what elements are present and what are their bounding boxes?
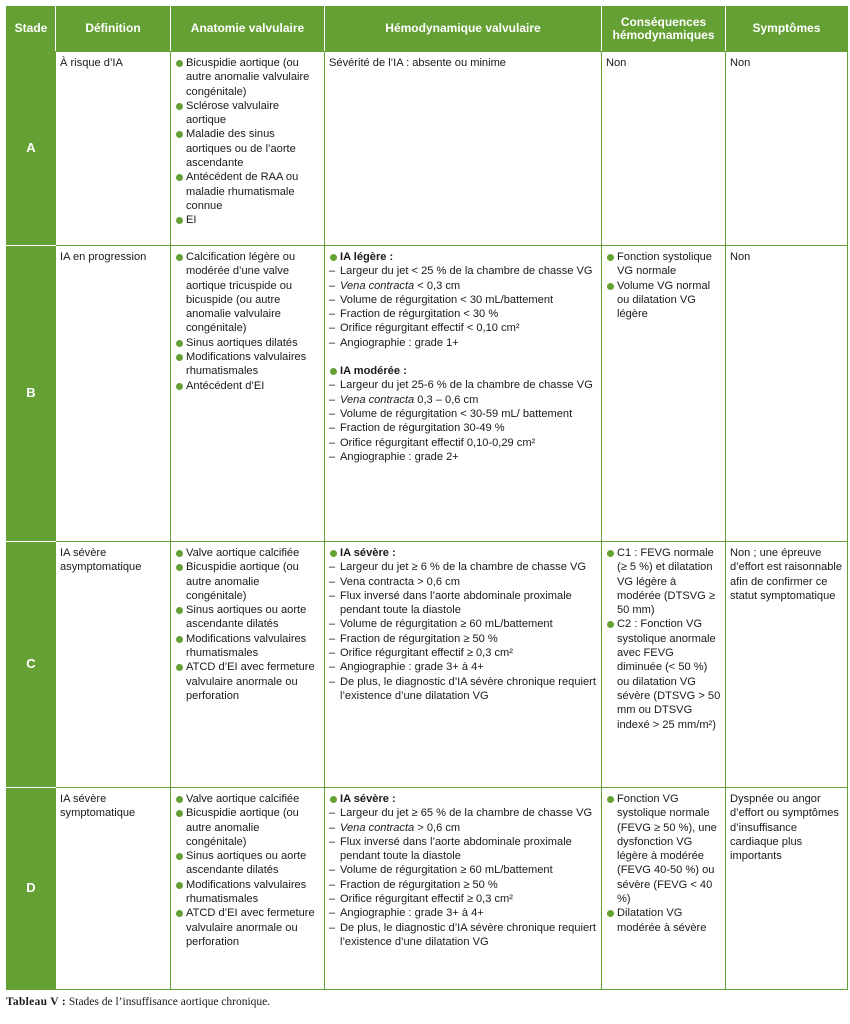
stages-table — [6, 6, 848, 990]
consequences-cell — [602, 788, 726, 990]
criteria-item — [329, 421, 597, 435]
anatomy-item: Sinus aortiques ou aorte ascendante dilatés — [175, 849, 320, 878]
criteria-item — [329, 632, 597, 646]
criteria-item — [329, 407, 597, 421]
table-header-row — [7, 7, 848, 52]
criteria-text: Angiographie : grade 3+ à 4+ — [340, 907, 484, 920]
anatomy-item: Antécédent d’EI — [175, 379, 320, 393]
criteria-text: Volume de régurgitation ≥ 60 mL/battement — [340, 618, 553, 631]
anatomy-item: Modifications valvulaires rhumatismales — [175, 632, 320, 661]
table-container — [6, 6, 847, 1008]
criteria-text: De plus, le diagnostic d’IA sévère chronique requiert l’existence d’une dilatation VG — [340, 675, 596, 702]
criteria-text: Orifice régurgitant effectif < 0,10 cm² — [340, 322, 520, 335]
anatomy-item: Calcification légère ou modérée d’une valve aortique tricuspide ou bicuspide (ou autre anomalie valvulaire congénitale) — [175, 250, 320, 336]
criteria-item — [329, 646, 597, 660]
col-header-definition: Définition — [56, 7, 171, 52]
anatomy-item: Antécédent de RAA ou maladie rhumatismale connue — [175, 170, 320, 213]
criteria-item — [329, 617, 597, 631]
anatomy-list — [175, 250, 320, 393]
criteria-text: Largeur du jet 25-6 % de la chambre de chasse VG — [340, 379, 593, 392]
anatomy-list — [175, 792, 320, 949]
consequences-cell — [602, 52, 726, 246]
criteria-item — [329, 660, 597, 674]
criteria-item — [329, 821, 597, 835]
anatomy-item: ATCD d’EI avec fermeture valvulaire anormale ou perforation — [175, 660, 320, 703]
criteria-text: Fraction de régurgitation < 30 % — [340, 308, 499, 321]
symptoms-cell: Non — [726, 52, 848, 246]
col-header-symptomes: Symptômes — [726, 7, 848, 52]
criteria-text: Volume de régurgitation < 30 mL/battement — [340, 293, 554, 306]
definition-cell: IA sévère symptomatique — [56, 788, 171, 990]
hemodynamics-cell — [325, 52, 602, 246]
consequence-item: Volume VG normal ou dilatation VG légère — [606, 279, 721, 322]
symptoms-cell: Dyspnée ou angor d’effort ou symptômes d’insuffisance cardiaque plus importants — [726, 788, 848, 990]
definition-cell: IA en progression — [56, 246, 171, 542]
criteria-item — [329, 675, 597, 704]
anatomy-cell — [171, 542, 325, 788]
criteria-item — [329, 279, 597, 293]
anatomy-item: ATCD d’EI avec fermeture valvulaire anormale ou perforation — [175, 906, 320, 949]
col-header-anatomie: Anatomie valvulaire — [171, 7, 325, 52]
table-row — [7, 52, 848, 246]
criteria-text: Angiographie : grade 2+ — [340, 450, 459, 463]
anatomy-item: Sinus aortiques dilatés — [175, 336, 320, 350]
hemodynamics-cell — [325, 788, 602, 990]
criteria-text: Volume de régurgitation ≥ 60 mL/battement — [340, 864, 553, 877]
table-row — [7, 246, 848, 542]
col-header-stade: Stade — [7, 7, 56, 52]
definition-cell: À risque d’IA — [56, 52, 171, 246]
criteria-text: Fraction de régurgitation ≥ 50 % — [340, 632, 498, 645]
criteria-item — [329, 450, 597, 464]
symptoms-cell: Non ; une épreuve d’effort est raisonnable afin de confirmer ce statut symptomatique — [726, 542, 848, 788]
criteria-item — [329, 863, 597, 877]
criteria-text: > 0,6 cm — [414, 821, 461, 834]
criteria-list — [329, 378, 597, 464]
criteria-text: < 0,3 cm — [414, 279, 461, 292]
criteria-item — [329, 307, 597, 321]
criteria-item — [329, 393, 597, 407]
criteria-text: Flux inversé dans l’aorte abdominale proximale pendant toute la diastole — [340, 835, 572, 863]
criteria-text: Angiographie : grade 1+ — [340, 336, 459, 349]
hemodynamics-cell — [325, 246, 602, 542]
criteria-list — [329, 806, 597, 949]
criteria-text: Largeur du jet < 25 % de la chambre de chasse VG — [340, 265, 593, 278]
hemodynamics-text: Sévérité de l’IA : absente ou minime — [329, 57, 506, 69]
criteria-text: Largeur du jet ≥ 65 % de la chambre de chasse VG — [340, 807, 593, 820]
criteria-text: Orifice régurgitant effectif 0,10-0,29 cm² — [340, 436, 536, 449]
anatomy-item: Valve aortique calcifiée — [175, 546, 320, 560]
criteria-item — [329, 321, 597, 335]
stage-cell: D — [7, 788, 56, 990]
anatomy-list — [175, 56, 320, 228]
consequences-cell — [602, 542, 726, 788]
criteria-text: Largeur du jet ≥ 6 % de la chambre de chasse VG — [340, 561, 586, 574]
consequences-list — [606, 250, 721, 321]
consequence-item: Fonction systolique VG normale — [606, 250, 721, 279]
caption-label: Tableau V : — [6, 996, 66, 1008]
anatomy-cell — [171, 788, 325, 990]
severity-heading: IA sévère : — [329, 546, 597, 560]
stage-cell: B — [7, 246, 56, 542]
consequences-list — [606, 546, 721, 732]
symptoms-cell: Non — [726, 246, 848, 542]
criteria-item — [329, 560, 597, 574]
criteria-item — [329, 589, 597, 618]
consequences-cell — [602, 246, 726, 542]
criteria-item — [329, 436, 597, 450]
consequence-item: Dilatation VG modérée à sévère — [606, 906, 721, 935]
table-caption — [6, 996, 847, 1008]
table-row — [7, 788, 848, 990]
stage-cell: A — [7, 52, 56, 246]
anatomy-cell — [171, 52, 325, 246]
anatomy-item: EI — [175, 213, 320, 227]
criteria-list — [329, 264, 597, 350]
anatomy-item: Valve aortique calcifiée — [175, 792, 320, 806]
criteria-item — [329, 378, 597, 392]
criteria-text: Angiographie : grade 3+ à 4+ — [340, 661, 484, 674]
consequences-list — [606, 792, 721, 935]
criteria-item — [329, 835, 597, 864]
consequence-item: Fonction VG systolique normale (FEVG ≥ 50 %), une dysfonction VG légère à modérée (FEVG 40-50 %) ou sévère (FEVG < 40 %) — [606, 792, 721, 906]
consequences-text: Non — [606, 57, 627, 69]
criteria-text: Volume de régurgitation < 30-59 mL/ battement — [340, 407, 573, 420]
criteria-item — [329, 878, 597, 892]
criteria-text: Orifice régurgitant effectif ≥ 0,3 cm² — [340, 647, 513, 660]
criteria-italic-term: Vena contracta — [340, 279, 415, 292]
hemodynamics-cell — [325, 542, 602, 788]
criteria-item — [329, 293, 597, 307]
criteria-italic-term: Vena contracta — [340, 821, 415, 834]
criteria-italic-term: Vena contracta — [340, 393, 415, 406]
criteria-text: 0,3 – 0,6 cm — [414, 393, 479, 406]
criteria-list — [329, 560, 597, 703]
criteria-item — [329, 921, 597, 950]
criteria-text: Orifice régurgitant effectif ≥ 0,3 cm² — [340, 893, 513, 906]
criteria-text: Flux inversé dans l’aorte abdominale proximale pendant toute la diastole — [340, 589, 572, 617]
severity-heading: IA légère : — [329, 250, 597, 264]
criteria-item — [329, 906, 597, 920]
consequence-item: C1 : FEVG normale (≥ 5 %) et dilatation VG légère à modérée (DTSVG ≥ 50 mm) — [606, 546, 721, 617]
anatomy-item: Modifications valvulaires rhumatismales — [175, 350, 320, 379]
anatomy-list — [175, 546, 320, 703]
criteria-item — [329, 892, 597, 906]
criteria-text: Vena contracta > 0,6 cm — [340, 575, 460, 588]
consequence-item: C2 : Fonction VG systolique anormale avec FEVG diminuée (< 50 %) ou dilatation VG sévère (DTSVG > 50 mm ou DTSVG indexé > 25 mm/m²) — [606, 617, 721, 731]
anatomy-item: Sinus aortiques ou aorte ascendante dilatés — [175, 603, 320, 632]
anatomy-item: Bicuspidie aortique (ou autre anomalie congénitale) — [175, 560, 320, 603]
anatomy-item: Sclérose valvulaire aortique — [175, 99, 320, 128]
anatomy-item: Maladie des sinus aortiques ou de l’aorte ascendante — [175, 127, 320, 170]
criteria-item — [329, 575, 597, 589]
severity-heading: IA sévère : — [329, 792, 597, 806]
anatomy-item: Bicuspidie aortique (ou autre anomalie valvulaire congénitale) — [175, 56, 320, 99]
group-spacer — [329, 350, 597, 364]
col-header-consequences: Conséquences hémodynamiques — [602, 7, 726, 52]
caption-text: Stades de l’insuffisance aortique chronique. — [65, 996, 271, 1008]
criteria-item — [329, 806, 597, 820]
table-row — [7, 542, 848, 788]
stage-cell: C — [7, 542, 56, 788]
anatomy-cell — [171, 246, 325, 542]
criteria-text: De plus, le diagnostic d’IA sévère chronique requiert l’existence d’une dilatation VG — [340, 921, 596, 948]
criteria-item — [329, 336, 597, 350]
criteria-text: Fraction de régurgitation ≥ 50 % — [340, 878, 498, 891]
definition-cell: IA sévère asymptomatique — [56, 542, 171, 788]
criteria-text: Fraction de régurgitation 30-49 % — [340, 422, 505, 435]
severity-heading: IA modérée : — [329, 364, 597, 378]
anatomy-item: Modifications valvulaires rhumatismales — [175, 878, 320, 907]
criteria-item — [329, 264, 597, 278]
anatomy-item: Bicuspidie aortique (ou autre anomalie congénitale) — [175, 806, 320, 849]
col-header-hemodynamique: Hémodynamique valvulaire — [325, 7, 602, 52]
